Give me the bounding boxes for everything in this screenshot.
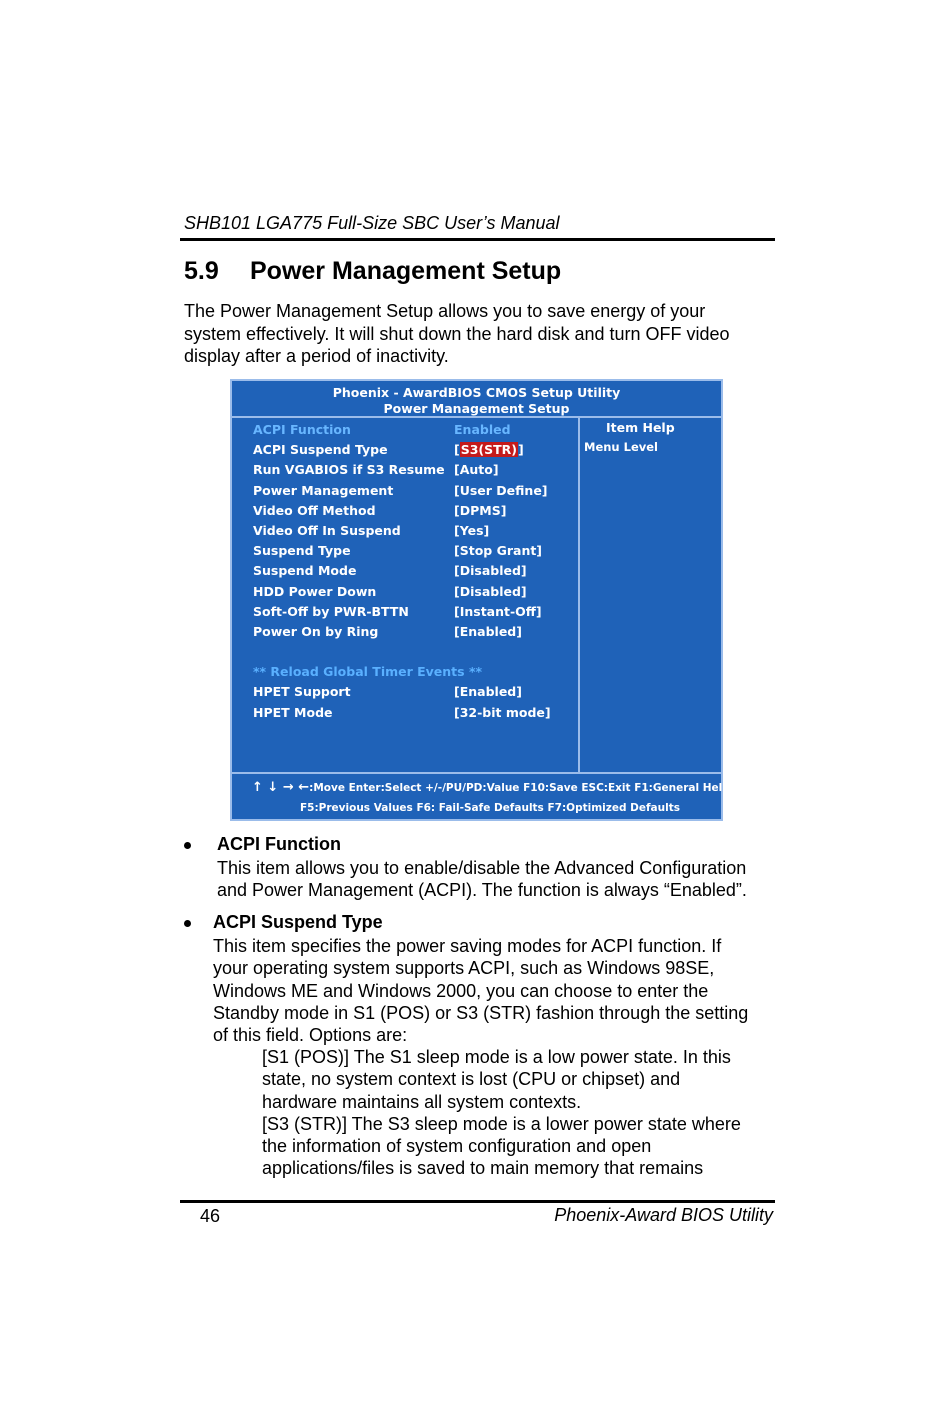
item-options-acpi-suspend-type (262, 1046, 741, 1180)
section-title: Power Management Setup (250, 257, 562, 285)
bios-row-value: [Yes] (454, 522, 490, 538)
page-number: 46 (200, 1206, 221, 1226)
bios-row-spacer (253, 643, 573, 663)
bios-row-acpi-function[interactable] (253, 421, 573, 441)
item-title-acpi-function: ACPI Function (217, 834, 341, 854)
bios-screen (230, 379, 730, 821)
intro-paragraph (184, 300, 774, 368)
bios-row-label: HDD Power Down (253, 583, 377, 599)
arrow-keys-icon: ↑ ↓ → ← (252, 780, 310, 795)
bios-section-label: ** Reload Global Timer Events ** (253, 664, 483, 680)
bios-row-hdd-power-down[interactable] (253, 583, 573, 603)
bios-section-reload-timer-events (253, 663, 573, 683)
bios-row-value: [Disabled] (454, 583, 527, 599)
option-line: applications/files is saved to main memory that remains (262, 1158, 704, 1179)
item-desc-line: Standby mode in S1 (POS) or S3 (STR) fashion through the setting (213, 1002, 749, 1023)
bios-row-label: HPET Mode (253, 704, 333, 720)
item-desc-line: This item allows you to enable/disable the Advanced Configuration (217, 858, 747, 878)
bullet-icon (184, 842, 191, 849)
bios-row-label: Soft-Off by PWR-BTTN (253, 603, 409, 619)
bios-row-suspend-type[interactable] (253, 542, 573, 562)
bios-row-value: [Enabled] (454, 623, 522, 639)
bios-row-label: Video Off In Suspend (253, 522, 401, 538)
bios-row-value: [Instant-Off] (454, 603, 542, 619)
bios-row-label: ACPI Function (253, 422, 351, 437)
bios-row-video-off-method[interactable] (253, 502, 573, 522)
bios-title-divider (232, 416, 721, 418)
option-line: state, no system context is lost (CPU or chipset) and (262, 1069, 681, 1090)
intro-line: The Power Management Setup allows you to save energy of your (184, 301, 706, 321)
item-desc-line: and Power Management (ACPI). The function is always “Enabled”. (217, 880, 747, 901)
bios-row-hpet-mode[interactable] (253, 704, 573, 724)
bios-row-label: Power On by Ring (253, 623, 379, 639)
manual-title: SHB101 LGA775 Full-Size SBC User’s Manual (184, 213, 560, 233)
bios-footer-keys-line2: F5:Previous Values F6: Fail-Safe Defaults F7:Optimized Defaults (300, 802, 680, 814)
bios-row-suspend-mode[interactable] (253, 562, 573, 582)
bios-row-label: HPET Support (253, 684, 351, 700)
section-number: 5.9 (184, 257, 219, 285)
bios-row-soft-off[interactable] (253, 603, 573, 623)
bios-row-value: [32-bit mode] (454, 704, 551, 720)
bios-row-power-on-by-ring[interactable] (253, 623, 573, 643)
bios-title (232, 385, 721, 417)
bios-row-value: [User Define] (454, 482, 548, 498)
option-line: [S3 (STR)] The S3 sleep mode is a lower power state where (262, 1113, 741, 1134)
section-heading (184, 257, 561, 286)
bios-row-value: [DPMS] (454, 502, 507, 518)
bios-selected-value[interactable]: S3(STR) (460, 442, 517, 458)
bios-row-acpi-suspend-type[interactable] (253, 441, 573, 461)
bios-row-value: [Disabled] (454, 563, 527, 579)
intro-line: display after a period of inactivity. (184, 346, 449, 366)
bios-row-power-management[interactable] (253, 482, 573, 502)
bios-row-label: ACPI Suspend Type (253, 442, 388, 458)
bios-footer-divider (232, 772, 721, 774)
bios-row-hpet-support[interactable] (253, 683, 573, 703)
option-line: [S1 (POS)] The S1 sleep mode is a low power state. In this (262, 1047, 731, 1067)
bios-settings-list (253, 421, 573, 724)
bios-row-label: Power Management (253, 482, 394, 498)
bullet-icon (184, 920, 191, 927)
item-desc-acpi-function (217, 857, 747, 902)
bios-utility-title: Phoenix - AwardBIOS CMOS Setup Utility (332, 385, 621, 400)
item-desc-line: Windows ME and Windows 2000, you can choose to enter the (213, 980, 709, 1001)
item-desc-line: of this field. Options are: (213, 1025, 408, 1046)
bios-page-title: Power Management Setup (383, 401, 570, 416)
bios-row-value: [Stop Grant] (454, 543, 543, 559)
bios-row-video-off-in-suspend[interactable] (253, 522, 573, 542)
option-line: hardware maintains all system contexts. (262, 1091, 582, 1112)
header-rule (180, 238, 775, 241)
bios-row-value-wrap: [S3(STR)] (454, 442, 524, 458)
chapter-title: Phoenix-Award BIOS Utility (554, 1205, 773, 1225)
bios-row-label: Video Off Method (253, 502, 376, 518)
footer-rule (180, 1200, 775, 1203)
item-desc-acpi-suspend-type (213, 935, 748, 1046)
bios-row-label: Suspend Type (253, 543, 351, 559)
bios-help-divider (578, 418, 580, 772)
item-desc-line: This item specifies the power saving modes for ACPI function. If (213, 936, 722, 956)
bios-row-value: Enabled (454, 422, 511, 437)
item-title-acpi-suspend-type: ACPI Suspend Type (213, 912, 383, 932)
bios-row-label: Suspend Mode (253, 563, 357, 579)
bios-footer-keys-line1 (252, 780, 741, 795)
intro-line: system effectively. It will shut down the hard disk and turn OFF video (184, 323, 730, 344)
option-line: the information of system configuration and open (262, 1136, 652, 1157)
bios-row-value: [Auto] (454, 462, 499, 478)
bios-row-value: [Enabled] (454, 684, 522, 700)
bios-row-run-vgabios[interactable] (253, 461, 573, 481)
bios-footer-text: :Move Enter:Select +/-/PU/PD:Value F10:Save ESC:Exit F1:General Help (309, 782, 730, 794)
bios-menu-level: Menu Level (584, 440, 658, 454)
bios-row-label: Run VGABIOS if S3 Resume (253, 462, 445, 478)
item-desc-line: your operating system supports ACPI, such as Windows 98SE, (213, 958, 715, 979)
bios-item-help-title: Item Help (606, 420, 675, 435)
